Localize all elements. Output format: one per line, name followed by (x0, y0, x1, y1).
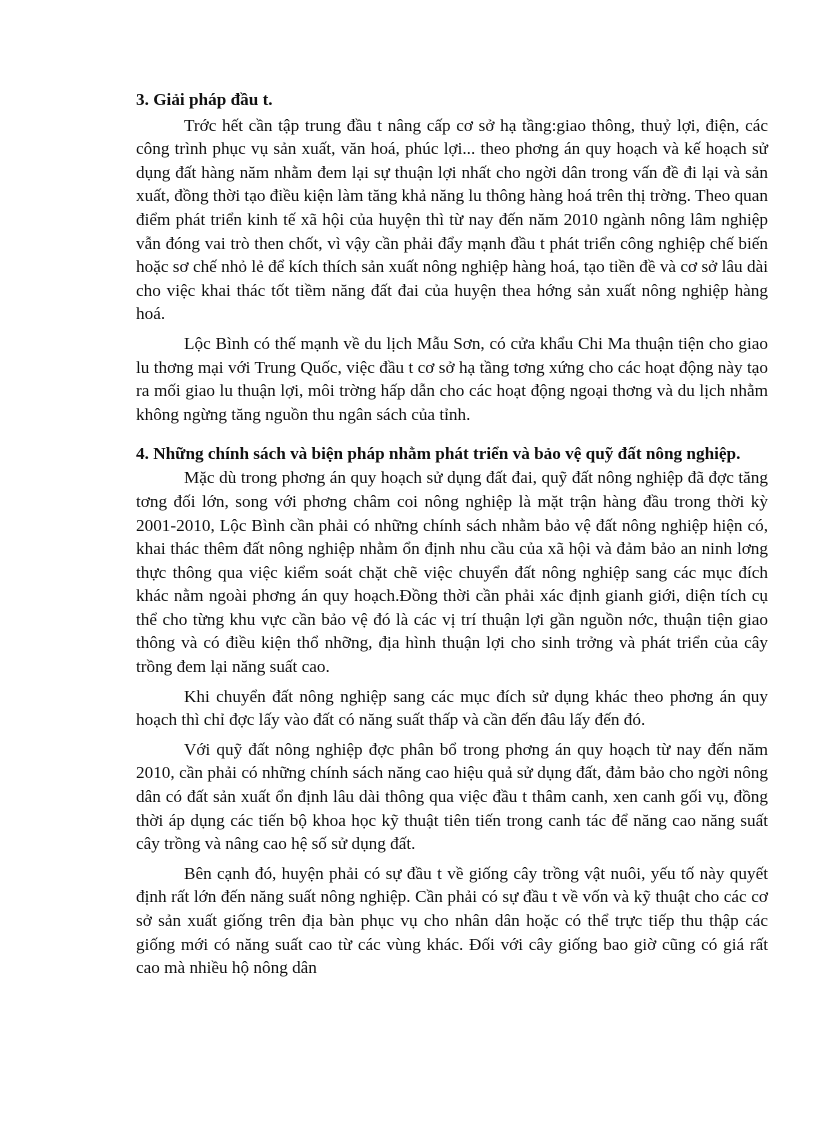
section-4-paragraph-4: Bên cạnh đó, huyện phải có sự đầu t về giống cây trồng vật nuôi, yếu tố này quyết định rất lớn đến năng suất nông nghiệp. Cần phải có sự đầu t về vốn và kỹ thuật cho các cơ sở sản xuất giống trên địa bàn phục vụ cho nhân dân hoặc có thể trực tiếp thu thập các giống mới có năng suất cao từ các vùng khác. Đối với cây giống bao giờ cũng có giá rất cao mà nhiều hộ nông dân (136, 863, 768, 978)
section-4-paragraph-3: Với quỹ đất nông nghiệp đợc phân bổ trong phơng án quy hoạch từ nay đến năm 2010, cần phải có những chính sách năng cao hiệu quả sử dụng đất, đảm bảo cho ngời nông dân có đất sản xuất ổn định lâu dài thông qua việc đầu t thâm canh, xen canh gối vụ, đồng thời áp dụng các tiến bộ khoa học kỹ thuật tiên tiến trong canh tác để năng cao năng suất cây trồng và nâng cao hệ số sử dụng đất. (136, 739, 768, 854)
section-3-paragraph-2: Lộc Bình có thế mạnh về du lịch Mẫu Sơn, có cửa khẩu Chi Ma thuận tiện cho giao lu thơng mại với Trung Quốc, việc đầu t cơ sở hạ tầng tơng xứng cho các hoạt động này tạo ra mối giao lu thuận lợi, môi trờng hấp dẫn cho các hoạt động ngoại thơng và du lịch nhằm không ngừng tăng nguồn thu ngân sách của tỉnh. (136, 333, 768, 424)
section-3-paragraph-1: Trớc hết cần tập trung đầu t nâng cấp cơ sở hạ tầng:giao thông, thuỷ lợi, điện, các công trình phục vụ sản xuất, văn hoá, phúc lợi... theo phơng án quy hoạch và kế hoạch sử dụng đất hàng năm nhằm đem lại sự thuận lợi nhất cho ngời dân trong vấn đề đi lại và sản xuất, đồng thời tạo điều kiện làm tăng khả năng lu thông hàng hoá trên thị trờng. Theo quan điểm phát triển kinh tế xã hội của huyện thì từ nay đến năm 2010 ngành nông lâm nghiệp vẫn đóng vai trò then chốt, vì vậy cần phải đẩy mạnh đầu t phát triển công nghiệp chế biến hoặc sơ chế nhỏ lẻ để kích thích sản xuất nông nghiệp hàng hoá, tạo tiền đề và cơ sở lâu dài cho việc khai thác tốt tiềm năng đất đai của huyện thea hớng sản xuất nông nghiệp hàng hoá. (136, 115, 768, 324)
section-4-paragraph-2: Khi chuyển đất nông nghiệp sang các mục đích sử dụng khác theo phơng án quy hoạch thì chỉ đợc lấy vào đất có năng suất thấp và cần đến đâu lấy đến đó. (136, 686, 768, 730)
section-4-heading: 4. Những chính sách và biện pháp nhằm phát triển và bảo vệ quỹ đất nông nghiệp. (136, 444, 741, 464)
section-4-paragraph-1: Mặc dù trong phơng án quy hoạch sử dụng đất đai, quỹ đất nông nghiệp đã đợc tăng tơng đối lớn, song với phơng châm coi nông nghiệp là mặt trận hàng đầu trong thời kỳ 2001-2010, Lộc Bình cần phải có những chính sách nhằm bảo vệ đất nông nghiệp hiện có, khai thác thêm đất nông nghiệp nhằm ổn định nhu cầu của xã hội và đảm bảo an ninh lơng thực thông qua việc kiểm soát chặt chẽ việc chuyển đất nông nghiệp sang các mục đích khác nằm ngoài phơng án quy hoạch.Đồng thời cần phải xác định gianh giới, diện tích cụ thể cho từng khu vực cần bảo vệ đó là các vị trí thuận lợi gần nguồn nớc, thuận tiện giao thông và có điều kiện thổ nhỡng, địa hình thuận lợi cho sinh trởng và phát triển của cây trồng đem lại năng suất cao. (136, 468, 768, 677)
document-page (136, 88, 768, 980)
section-3-heading: 3. Giải pháp đầu t. (136, 90, 273, 109)
